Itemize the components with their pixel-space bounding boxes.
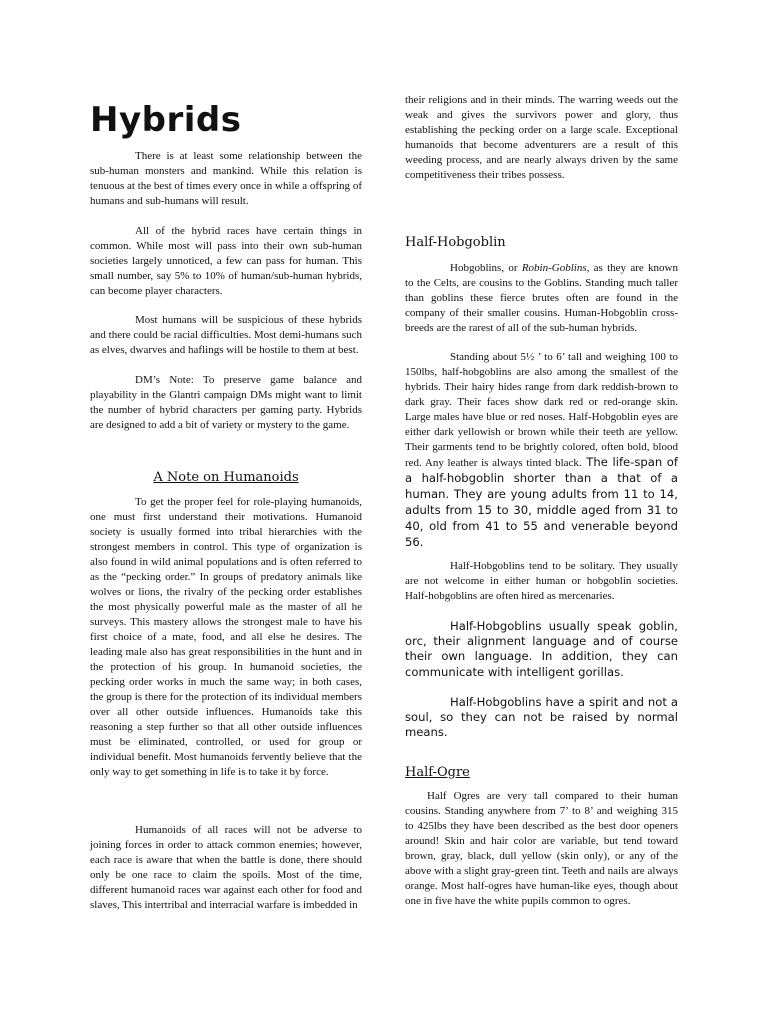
- hobgoblin-appearance-text: Standing about 5½ ’ to 6’ tall and weighing 100 to 150lbs, half-hobgoblins are also among the smallest of the hybrids. Their hairy hides range from dark reddish-brown to dark gray. Their faces show dark red or red-orange skin. Large males have blue or red noses. Half-Hobgoblin eyes are either dark yellowish or brown while their teeth are yellow. Their garments tend to be brightly colored, often bold, blood red. Any leather is always tinted black.: [405, 351, 678, 469]
- heading-half-hobgoblin: Half-Hobgoblin: [405, 235, 506, 250]
- page-title: Hybrids: [90, 100, 242, 140]
- paragraph-hobgoblin-spirit: Half-Hobgoblins have a spirit and not a soul, so they can not be raised by normal means.: [405, 695, 678, 740]
- paragraph-hobgoblin-solitary: Half-Hobgoblins tend to be solitary. They usually are not welcome in either human or hobgoblin societies. Half-hobgoblins are often hired as mercenaries.: [405, 560, 678, 602]
- paragraph-humanoid-alliances: Humanoids of all races will not be adverse to joining forces in order to attack common enemies; however, each race is aware that when the battle is done, there should only be one race to claim the spoils. Most of the time, different humanoid races war against each other for food and slaves, This intertribal and interracial warfare is imbedded in: [90, 824, 362, 911]
- heading-note-on-humanoids: A Note on Humanoids: [153, 470, 299, 485]
- paragraph-suspicion: Most humans will be suspicious of these hybrids and there could be racial difficulties. Most demi-humans such as elves, dwarves and haflings will be hostile to them at best.: [90, 314, 362, 356]
- paragraph-dm-note: DM’s Note: To preserve game balance and playability in the Glantri campaign DMs might want to limit the number of hybrid characters per gaming party. Hybrids are designed to add a bit of variety or mystery to the game.: [90, 374, 362, 431]
- paragraph-hobgoblin-intro: [405, 261, 678, 336]
- paragraph-half-ogre: Half Ogres are very tall compared to their human cousins. Standing anywhere from 7’ to 8’ and weighing 315 to 425lbs they have been described as the best door openers around! Skin and hair color are variable, but tend toward brown, gray, black, dull yellow (skin only), or any of the above with a slight gray-green tint. Teeth and nails are always orange. Most half-ogres have human-like eyes, though about one in five have the white pupils common to ogres.: [405, 790, 678, 907]
- paragraph-intro: There is at least some relationship between the sub-human monsters and mankind. While this relation is tenuous at the best of times every once in while a offspring of humans and sub-humans will result.: [90, 150, 362, 207]
- hobgoblin-intro-start: Hobgoblins, or: [450, 262, 522, 274]
- robin-goblins-term: Robin-Goblins: [521, 262, 587, 274]
- paragraph-common-traits: All of the hybrid races have certain things in common. While most will pass into their own sub-human societies largely unnoticed, a few can pass for human. This small number, say 5% to 10% of human/sub-human hybrids, can become player characters.: [90, 225, 362, 297]
- hobgoblin-intro-rest: , as they are known to the Celts, are cousins to the Goblins. Standing much taller than goblins these fierce brutes often are found in the company of their smaller cousins. Human-Hobgoblin cross-breeds are the rarest of all of the sub-human hybrids.: [405, 262, 678, 334]
- paragraph-humanoid-motivations: To get the proper feel for role-playing humanoids, one must first understand their motivations. Humanoid society is usually formed into tribal hierarchies with the strongest members in control. This type of organization is also found in wild animal populations and is often referred to as the “pecking order.” In groups of predatory animals like wolves or lions, the rivalry of the pecking order establishes the most physically powerful male as the master of all he surveys. This mastery allows the strongest male to have his first choice of a mate, food, and all else he desires. The leading male also has great responsibilities in the hunt and in the protection of his group. In humanoid societies, the pecking order works in much the same way; in both cases, the group is there for the protection of its individual members over all other outside influences. Humanoids take this reasoning a step further so that all other outside influences must be eliminated, controlled, or used for group or individual benefit. Most humanoids fervently believe that the only way to get something in life is to take it by force.: [90, 496, 362, 778]
- paragraph-hobgoblin-appearance: [405, 350, 678, 551]
- paragraph-warring-continued: their religions and in their minds. The warring weeds out the weak and gives the survivors power and glory, thus establishing the pecking order on a large scale. Exceptional humanoids that become adventurers are a result of this weeding process, and are nearly always driven by the same competitiveness their tribes possess.: [405, 94, 678, 181]
- paragraph-hobgoblin-languages: Half-Hobgoblins usually speak goblin, orc, their alignment language and of course their own language. In addition, they can communicate with intelligent gorillas.: [405, 619, 678, 679]
- hobgoblin-lifespan-text: The life-span of a half-hobgoblin shorter than a that of a human. They are young adults from 11 to 14, adults from 15 to 30, middle aged from 31 to 40, old from 41 to 55 and venerable beyond 56.: [405, 455, 678, 549]
- heading-half-ogre: Half-Ogre: [405, 765, 470, 780]
